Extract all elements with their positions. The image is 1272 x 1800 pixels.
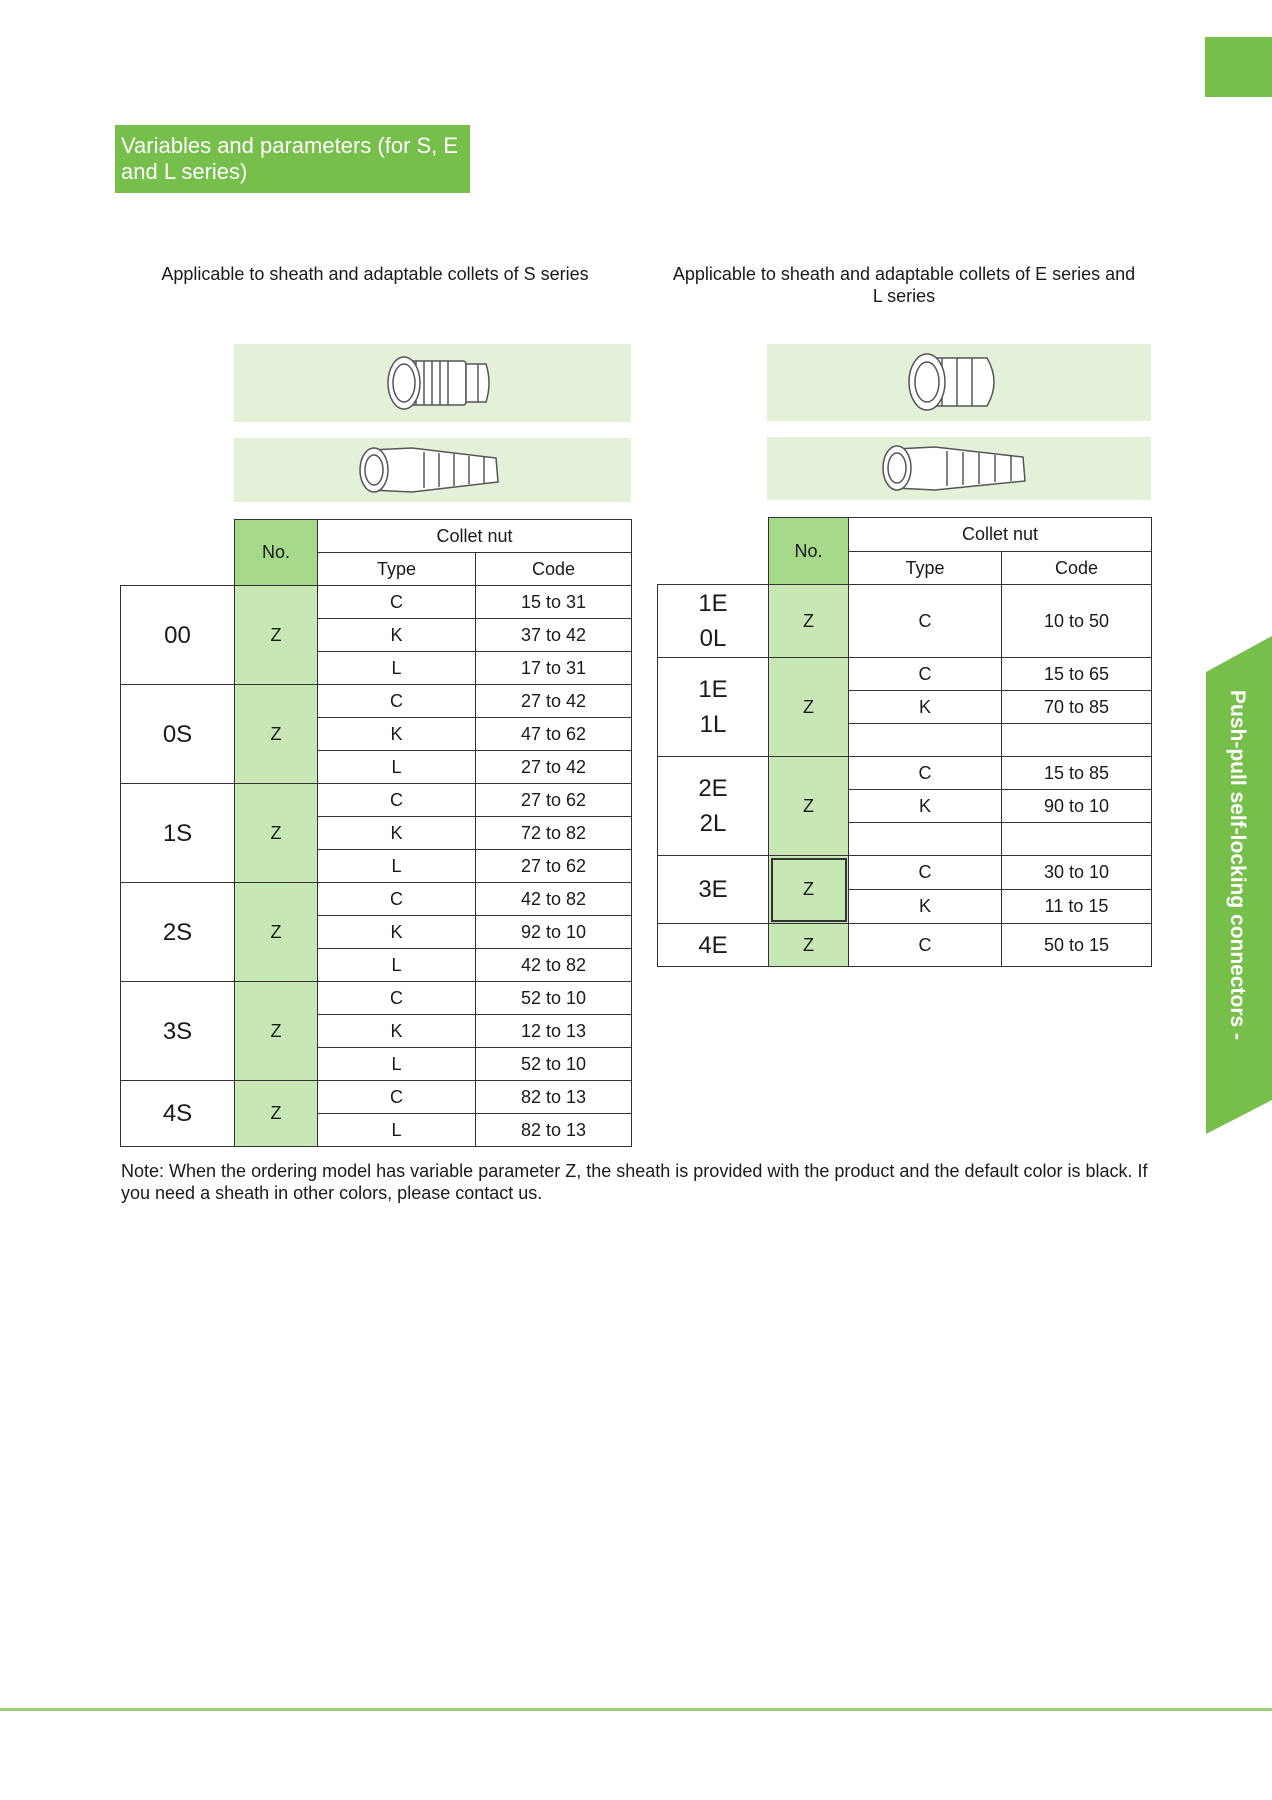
code-cell: 12 to 13 [476,1015,632,1048]
chapter-side-tab-label: Push-pull self-locking connectors - [1226,690,1249,1041]
footer-divider [0,1708,1272,1711]
s-sheath-icon [234,344,631,422]
code-cell: 70 to 85 [1002,691,1152,724]
el-collet-image-band [767,437,1151,500]
series-name-cell: 00 [121,586,235,685]
series-name-line: 0L [699,625,727,652]
no-cell: Z [769,757,849,856]
code-cell: 50 to 15 [1002,924,1152,967]
code-cell [1002,823,1152,856]
no-cell: Z [769,658,849,757]
type-cell: C [318,685,476,718]
table-corner-blank [658,552,769,585]
type-cell: C [318,883,476,916]
series-name-cell: 4S [121,1081,235,1147]
code-cell: 27 to 42 [476,685,632,718]
type-cell: C [318,1081,476,1114]
code-cell: 52 to 10 [476,1048,632,1081]
no-cell: Z [769,924,849,967]
type-cell: K [849,691,1002,724]
el-sheath-image-band [767,344,1151,421]
code-cell: 11 to 15 [1002,890,1152,924]
s-series-table [120,519,632,1147]
series-name-cell [658,757,769,856]
ordering-note: Note: When the ordering model has variable parameter Z, the sheath is provided with the product and the default color is black. If you need a sheath in other colors, please contact us. [121,1161,1148,1203]
no-cell: Z [769,856,849,924]
series-name-cell: 2S [121,883,235,982]
section-title: Variables and parameters (for S, E and L series) [115,125,470,193]
corner-tab [1205,37,1272,97]
code-header: Code [1002,552,1152,585]
type-cell: C [849,757,1002,790]
code-cell: 42 to 82 [476,883,632,916]
series-name-line: 2E [698,775,728,802]
el-series-caption: Applicable to sheath and adaptable collets of E series and L series [672,264,1136,306]
code-cell: 37 to 42 [476,619,632,652]
series-name-cell: 1S [121,784,235,883]
code-cell: 15 to 85 [1002,757,1152,790]
no-header: No. [235,520,318,586]
type-cell: L [318,850,476,883]
code-cell: 15 to 31 [476,586,632,619]
type-cell: C [849,924,1002,967]
table-corner-blank [658,518,769,552]
no-cell: Z [235,586,318,685]
type-cell: K [318,817,476,850]
code-cell: 17 to 31 [476,652,632,685]
code-cell: 27 to 42 [476,751,632,784]
code-cell: 47 to 62 [476,718,632,751]
code-cell [1002,724,1152,757]
series-name-line: 1L [699,711,727,738]
code-cell: 10 to 50 [1002,585,1152,658]
type-cell: C [318,784,476,817]
type-header: Type [318,553,476,586]
no-cell: Z [235,883,318,982]
type-cell: C [849,658,1002,691]
type-cell: L [318,1114,476,1147]
series-name-cell: 0S [121,685,235,784]
code-cell: 90 to 10 [1002,790,1152,823]
no-cell: Z [235,685,318,784]
series-name-cell: 3S [121,982,235,1081]
type-cell: K [318,1015,476,1048]
type-cell: C [318,586,476,619]
no-cell: Z [235,1081,318,1147]
type-cell: L [318,652,476,685]
type-cell: K [318,916,476,949]
collet-nut-header: Collet nut [849,518,1152,552]
no-cell: Z [235,982,318,1081]
code-cell: 27 to 62 [476,850,632,883]
el-sheath-icon [767,344,1151,421]
type-cell: L [318,1048,476,1081]
no-cell: Z [769,585,849,658]
series-name-line: 1E [698,590,728,617]
code-cell: 42 to 82 [476,949,632,982]
code-cell: 52 to 10 [476,982,632,1015]
code-header: Code [476,553,632,586]
type-cell [849,724,1002,757]
s-collet-image-band [234,438,631,502]
code-cell: 92 to 10 [476,916,632,949]
type-cell: C [318,982,476,1015]
type-cell: K [849,790,1002,823]
s-collet-icon [234,438,631,502]
type-cell [849,823,1002,856]
series-name-cell [658,658,769,757]
code-cell: 82 to 13 [476,1081,632,1114]
s-series-caption: Applicable to sheath and adaptable collets of S series [161,264,589,284]
el-series-table [657,517,1152,967]
collet-nut-header: Collet nut [318,520,632,553]
type-cell: L [318,751,476,784]
type-cell: L [318,949,476,982]
type-cell: C [849,856,1002,890]
type-cell: K [318,718,476,751]
series-name-cell [658,585,769,658]
code-cell: 27 to 62 [476,784,632,817]
table-corner-blank [121,553,235,586]
series-name-line: 1E [698,676,728,703]
s-sheath-image-band [234,344,631,422]
code-cell: 82 to 13 [476,1114,632,1147]
type-cell: K [318,619,476,652]
type-cell: K [849,890,1002,924]
table-corner-blank [121,520,235,553]
series-name-line: 2L [699,810,727,837]
code-cell: 30 to 10 [1002,856,1152,890]
type-cell: C [849,585,1002,658]
series-name-cell: 3E [658,856,769,924]
code-cell: 15 to 65 [1002,658,1152,691]
no-header: No. [769,518,849,585]
series-name-cell: 4E [658,924,769,967]
code-cell: 72 to 82 [476,817,632,850]
type-header: Type [849,552,1002,585]
no-cell: Z [235,784,318,883]
el-collet-icon [767,437,1151,500]
